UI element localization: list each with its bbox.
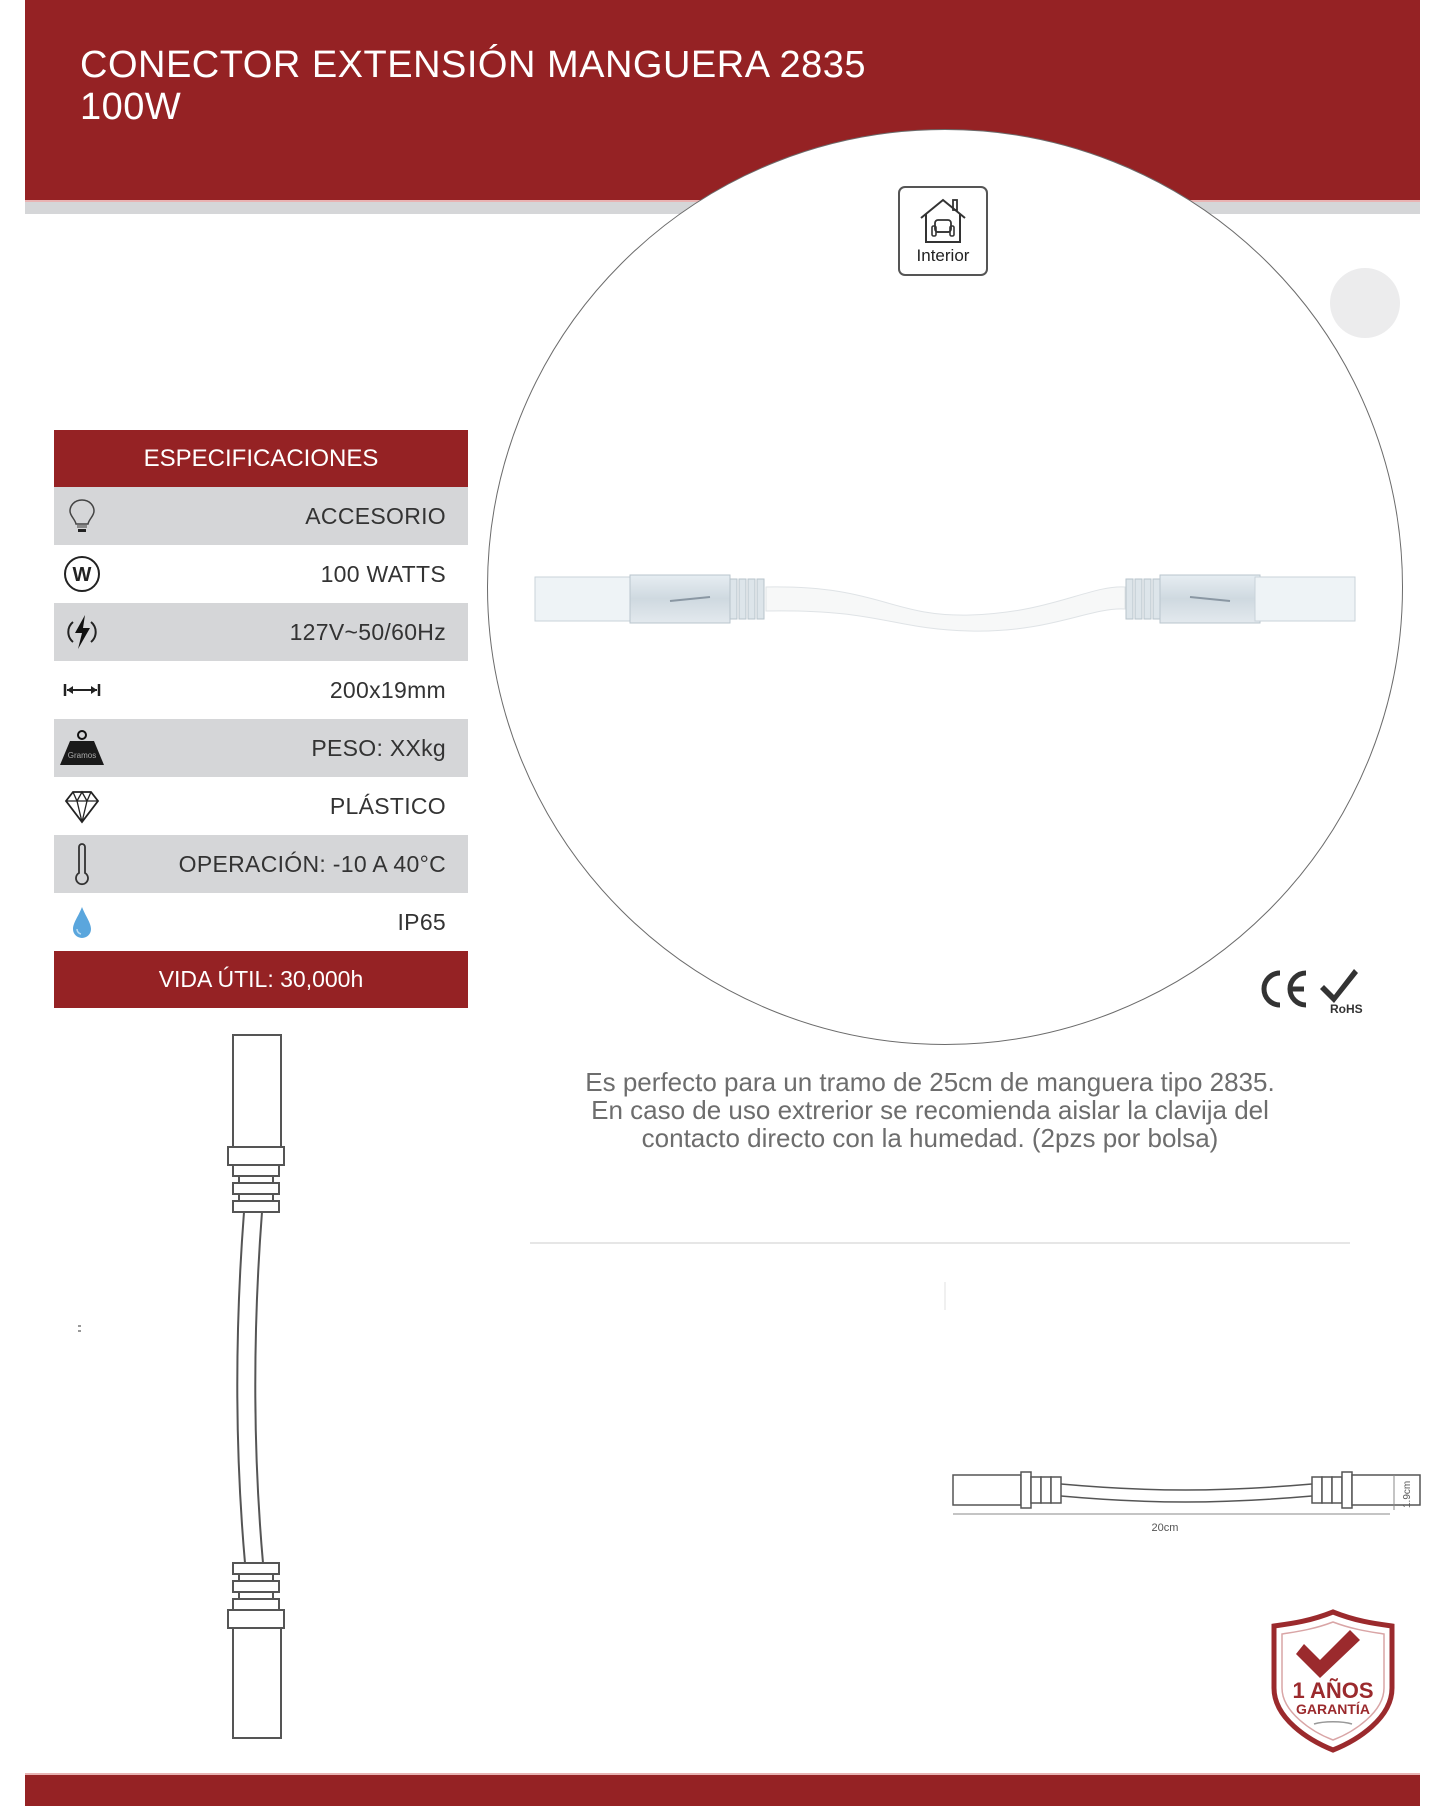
faint-mark [944,1282,946,1310]
description-line-3: contacto directo con la humedad. (2pzs por bolsa) [641,1123,1219,1153]
dimension-drawing [950,1470,1413,1540]
svg-text:Gramos: Gramos [67,751,97,760]
spec-row-type [54,487,468,545]
spec-value: 200x19mm [329,677,446,703]
dimensions-icon [62,671,102,709]
height-label: 1.9cm [1402,1480,1413,1508]
spec-row-voltage [54,603,468,661]
section-divider [530,1242,1350,1244]
spec-value: 100 WATTS [320,561,446,587]
weight-icon [62,729,102,767]
specifications-table [54,430,468,1008]
connector-vertical-drawing [225,1030,295,1742]
house-interior-icon [915,196,971,246]
thermometer-icon [62,845,102,883]
spec-row-material [54,777,468,835]
tiny-colon-mark [78,1325,81,1333]
water-drop-icon [62,903,102,941]
spec-value: OPERACIÓN: -10 A 40°C [178,851,446,877]
spec-row-weight [54,719,468,777]
svg-text:W: W [72,564,92,586]
footer-band [25,1773,1420,1806]
warranty-shield-badge [1268,1608,1398,1754]
lifespan-footer: VIDA ÚTIL: 30,000h [54,951,468,1008]
interior-label: Interior [916,246,970,265]
lightbulb-icon [62,497,102,535]
spec-value: PESO: XXkg [311,735,446,761]
interior-usage-badge [898,186,988,276]
title-line-1: CONECTOR EXTENSIÓN MANGUERA 2835 [80,44,867,86]
voltage-icon [62,613,102,651]
connector-product-photo [530,565,1360,635]
svg-text:RoHS: RoHS [1330,1002,1363,1016]
description-line-2: En caso de uso extrerior se recomienda aislar la clavija del [591,1095,1269,1125]
rohs-check-icon [1320,969,1363,1016]
description-line-1: Es perfecto para un tramo de 25cm de manguera tipo 2835. [585,1067,1275,1097]
spec-value: 127V~50/60Hz [289,619,446,645]
diamond-material-icon [62,787,102,825]
ce-mark-icon [1264,973,1306,1005]
length-label: 20cm [1151,1522,1179,1534]
spec-row-dimensions [54,661,468,719]
page-title [80,44,866,128]
specifications-title: ESPECIFICACIONES [54,430,468,487]
warranty-label: GARANTÍA [1296,1701,1370,1717]
warranty-years: 1 AÑOS [1292,1678,1374,1703]
spec-row-power [54,545,468,603]
spec-value: ACCESORIO [305,503,446,529]
spec-row-ip-rating [54,893,468,951]
certification-logos [1258,965,1378,1015]
spec-row-operation-temp [54,835,468,893]
product-description [520,1068,1340,1152]
watts-icon [62,555,102,593]
title-line-2: 100W [80,86,182,128]
spec-value: PLÁSTICO [329,793,446,819]
decorative-dot [1330,268,1400,338]
spec-value: IP65 [397,909,446,935]
